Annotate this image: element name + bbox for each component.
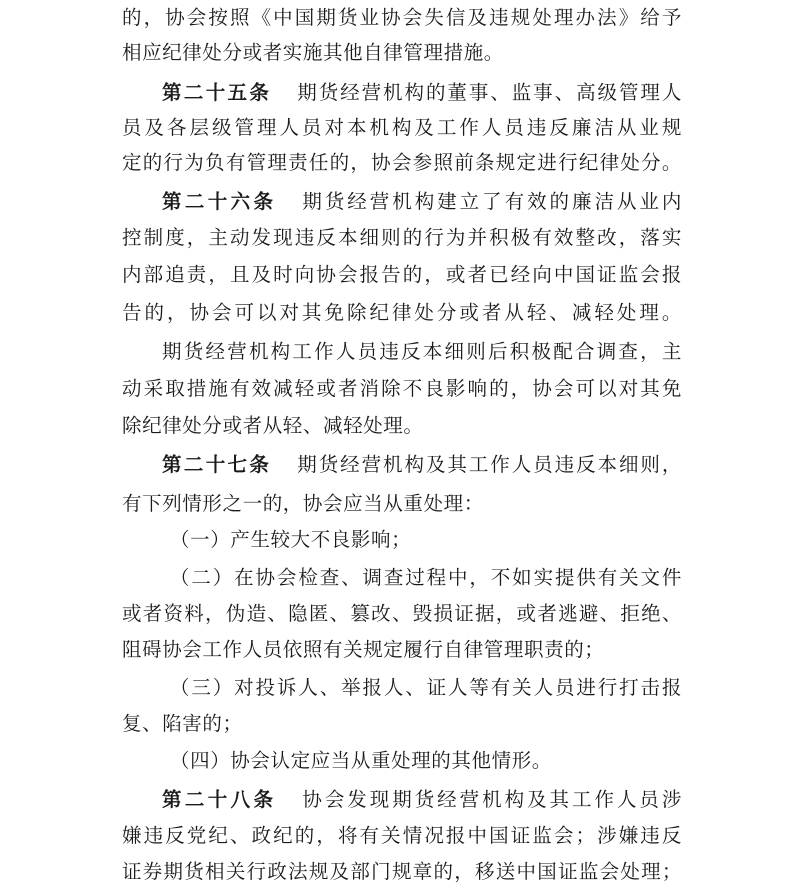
- article-25-label: 第二十五条: [162, 81, 272, 104]
- list-item: （二）在协会检查、调查过程中，不如实提供有关文件: [170, 566, 682, 589]
- text-line: 或者资料，伪造、隐匿、篡改、毁损证据，或者逃避、拒绝、: [122, 602, 682, 625]
- text-line: 的，协会按照《中国期货业协会失信及违规处理办法》给予: [122, 6, 682, 29]
- article-26-first-line: [162, 185, 682, 219]
- text-line: 期货经营机构建立了有效的廉洁从业内: [302, 190, 682, 213]
- text-line: 期货经营机构工作人员违反本细则后积极配合调查，主: [162, 340, 682, 363]
- text-line: 控制度，主动发现违反本细则的行为并积极有效整改，落实: [122, 226, 682, 249]
- text-line: 员及各层级管理人员对本机构及工作人员违反廉洁从业规: [122, 116, 682, 139]
- article-27-first-line: [162, 448, 682, 482]
- text-line: 动采取措施有效减轻或者消除不良影响的，协会可以对其免: [122, 377, 682, 400]
- article-28-first-line: [162, 783, 682, 817]
- text-line: 阻碍协会工作人员依照有关规定履行自律管理职责的；: [122, 638, 605, 661]
- text-line: 证券期货相关行政法规及部门规章的，移送中国证监会处理；: [122, 860, 682, 883]
- list-item: （三）对投诉人、举报人、证人等有关人员进行打击报: [170, 676, 682, 699]
- article-25-first-line: [162, 76, 682, 110]
- article-27-label: 第二十七条: [162, 453, 272, 476]
- article-26-label: 第二十六条: [162, 190, 277, 213]
- text-line: 嫌违反党纪、政纪的，将有关情况报中国证监会；涉嫌违反: [122, 824, 682, 847]
- text-line: 有下列情形之一的，协会应当从重处理：: [122, 492, 484, 515]
- text-line: 告的，协会可以对其免除纪律处分或者从轻、减轻处理。: [122, 301, 682, 324]
- text-line: 协会发现期货经营机构及其工作人员涉: [302, 788, 682, 811]
- text-line: 期货经营机构的董事、监事、高级管理人: [297, 81, 682, 104]
- text-line: 除纪律处分或者从轻、减轻处理。: [122, 414, 424, 437]
- text-line: 复、陷害的；: [122, 712, 243, 735]
- list-item: （一）产生较大不良影响；: [170, 528, 412, 551]
- text-line: 相应纪律处分或者实施其他自律管理措施。: [122, 41, 504, 64]
- text-line: 内部追责，且及时向协会报告的，或者已经向中国证监会报: [122, 263, 682, 286]
- text-line: 期货经营机构及其工作人员违反本细则，: [297, 453, 682, 476]
- text-line: 定的行为负有管理责任的，协会参照前条规定进行纪律处分。: [122, 151, 682, 174]
- article-28-label: 第二十八条: [162, 788, 277, 811]
- list-item: （四）协会认定应当从重处理的其他情形。: [170, 749, 552, 772]
